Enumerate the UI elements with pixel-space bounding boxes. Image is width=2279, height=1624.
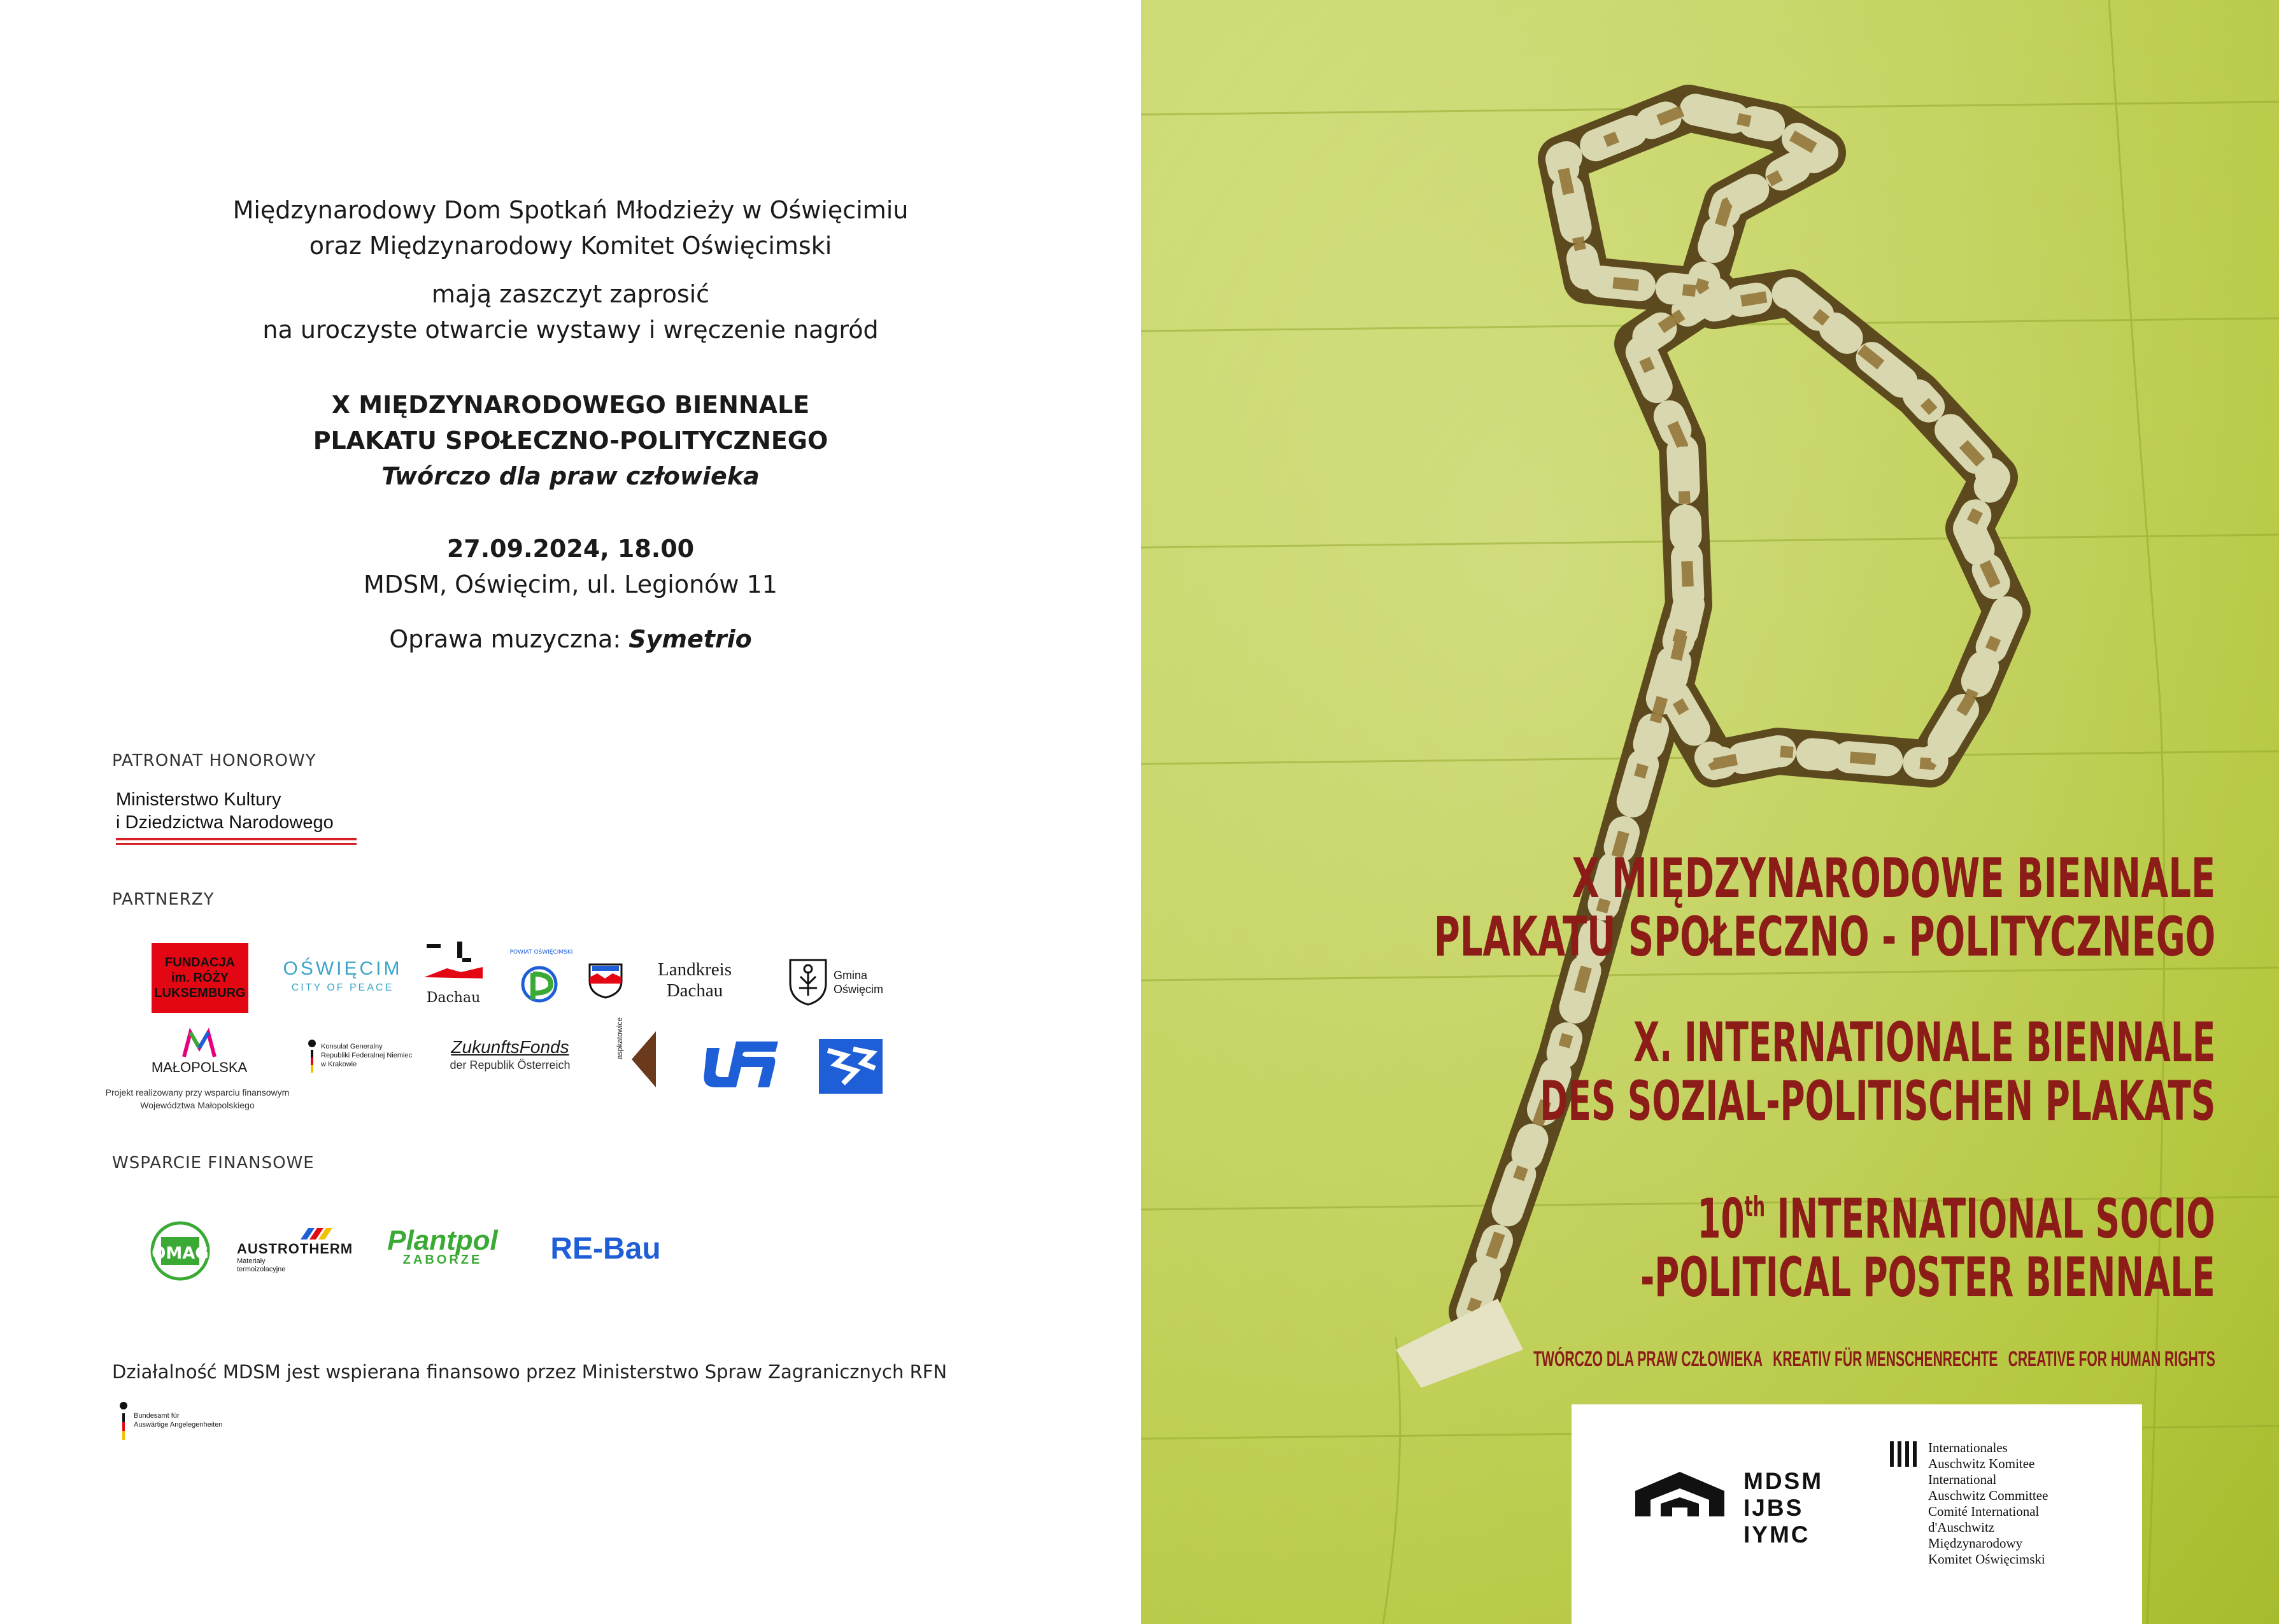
fundacja-line: LUKSEMBURG (154, 986, 246, 1000)
event-details (0, 531, 1141, 602)
partners-heading: PARTNERZY (112, 890, 215, 909)
plantpol-logo (376, 1222, 509, 1272)
plantpol-wordmark: Plantpol (387, 1225, 498, 1256)
powiat-emblem-icon (509, 947, 573, 1008)
event-subtitle: Twórczo dla praw człowieka (381, 462, 760, 490)
poster-title-en (1640, 1178, 2215, 1310)
asp-label: aspkatowice (615, 1017, 624, 1059)
event-datetime: 27.09.2024, 18.00 (446, 535, 695, 563)
support-text: Działalność MDSM jest wspierana finansowo przez Ministerstwo Spraw Zagranicznych RFN (112, 1361, 948, 1383)
invite-block (0, 276, 1141, 348)
organizers-box (1572, 1404, 2142, 1624)
iak-name (1928, 1440, 2048, 1567)
mdsm-wordmark (1743, 1468, 1823, 1548)
malopolska-note (102, 1086, 293, 1112)
oswiecim-tagline: CITY OF PEACE (291, 982, 394, 993)
malopolska-logo (152, 1027, 247, 1077)
invite-line: na uroczyste otwarcie wystawy i wręczenie nagród (262, 316, 879, 344)
poster-title-line: -POLITICAL POSTER BIENNALE (1640, 1246, 2215, 1310)
austrotherm-logo (237, 1225, 351, 1276)
malopolska-note-line: Projekt realizowany przy wsparciu finansowym (105, 1087, 290, 1098)
landkreis-shield-icon (587, 962, 624, 999)
zukunftsfonds-sub: der Republik Österreich (450, 1059, 571, 1071)
ministry-line: Ministerstwo Kultury (116, 789, 281, 810)
title-line: X MIĘDZYNARODOWEGO BIENNALE (331, 391, 810, 419)
landkreis-label: Landkreis Dachau (658, 959, 732, 1001)
poster-page (1141, 0, 2279, 1624)
iak-line: Comité International (1928, 1504, 2040, 1519)
iak-line: International (1928, 1472, 1997, 1487)
funding-heading: WSPARCIE FINANSOWE (112, 1154, 315, 1173)
event-venue: MDSM, Oświęcim, ul. Legionów 11 (364, 570, 777, 598)
fundacja-line: im. RÓŻY (171, 971, 229, 985)
iak-line: Auschwitz Komitee (1928, 1456, 2035, 1471)
fundacja-line: FUNDACJA (165, 956, 235, 970)
konsulat-line: w Krakowie (321, 1061, 357, 1068)
iak-line: Auschwitz Committee (1928, 1488, 2048, 1503)
zukunftsfonds-wordmark: ZukunftsFonds (451, 1037, 569, 1057)
event-title (0, 387, 1141, 494)
poster-title-de (1540, 1013, 2215, 1131)
konsulat-logo (307, 1036, 428, 1075)
landkreis-dachau-logo (587, 960, 760, 1001)
oswiecim-wordmark: OŚWIĘCIM (283, 958, 402, 979)
iak-line: d'Auschwitz (1928, 1520, 1995, 1535)
poster-edition-suffix: th (1744, 1190, 1766, 1223)
omag-logo (149, 1220, 211, 1282)
blue-square-emblem-icon (818, 1038, 884, 1095)
omag-emblem-icon (150, 1220, 211, 1282)
poster-edition-number: 10 (1697, 1187, 1745, 1251)
mdsm-word: IYMC (1743, 1522, 1810, 1548)
iak-line: Internationales (1928, 1440, 2008, 1455)
malopolska-m-icon (180, 1029, 218, 1059)
tagline-pl: TWÓRCZO DLA PRAW CZŁOWIEKA (1533, 1347, 1763, 1371)
patronage-heading: PATRONAT HONOROWY (112, 751, 316, 770)
poster-title-line: X MIĘDZYNARODOWE BIENNALE (1572, 847, 2215, 910)
mdsm-house-icon (1629, 1465, 1731, 1520)
omag-label: OMAG (152, 1244, 209, 1263)
konsulat-line: Republiki Federalnej Niemiec (321, 1052, 413, 1059)
host-line: Międzynarodowy Dom Spotkań Młodzieży w Oświęcimiu (232, 196, 909, 224)
poster-title-line: X. INTERNATIONALE BIENNALE (1633, 1011, 2215, 1075)
gmina-crest-icon (788, 957, 828, 1007)
music-line (0, 621, 1141, 657)
mdsm-word: IJBS (1743, 1495, 1804, 1521)
powiat-logo (509, 947, 573, 1008)
austrotherm-sub: termoizolacyjne (237, 1266, 286, 1273)
austrotherm-stripes-icon (237, 1227, 332, 1241)
german-flag-bar-icon (307, 1038, 317, 1073)
gmina-line: Oświęcim (833, 983, 883, 996)
poster-title-pl (1433, 847, 2215, 969)
music-label: Oprawa muzyczna: (389, 625, 621, 653)
dachau-emblem-icon (422, 939, 485, 990)
music-name: Symetrio (628, 625, 752, 653)
mdsm-word: MDSM (1743, 1468, 1824, 1494)
us-emblem-icon (700, 1035, 783, 1090)
poster-taglines (1523, 1347, 2215, 1372)
bundesamt-line: Auswärtige Angelegenheiten (134, 1421, 223, 1429)
tagline-en: CREATIVE FOR HUMAN RIGHTS (2008, 1347, 2215, 1371)
iak-line: Międzynarodowy (1928, 1536, 2023, 1551)
zukunftsfonds-logo (443, 1034, 577, 1078)
malopolska-note-line: Województwa Małopolskiego (140, 1100, 255, 1110)
poster-artwork (1141, 0, 2279, 1624)
dachau-label: Dachau (426, 989, 481, 1006)
poster-title-line: DES SOZIAL-POLITISCHEN PLAKATS (1540, 1070, 2215, 1133)
gmina-line: Gmina (833, 969, 867, 982)
asp-katowice-logo (613, 1017, 661, 1091)
ministry-red-bar (116, 843, 357, 845)
invite-line: mają zaszczyt zaprosić (431, 280, 710, 308)
dachau-logo (420, 931, 486, 1013)
bundesamt-line: Bundesamt für (134, 1412, 180, 1420)
austrotherm-sub: Materiały (237, 1257, 266, 1265)
malopolska-label: MAŁOPOLSKA (151, 1059, 248, 1075)
title-line: PLAKATU SPOŁECZNO-POLITYCZNEGO (313, 427, 828, 455)
university-logo (700, 1034, 783, 1091)
ministry-line: i Dziedzictwa Narodowego (116, 812, 334, 833)
partner-square-logo (816, 1038, 885, 1095)
ministry-logo (116, 788, 357, 845)
poster-title-line: INTERNATIONAL SOCIO (1765, 1187, 2215, 1251)
iak-bars-icon (1889, 1440, 1920, 1468)
bundesamt-logo (118, 1398, 259, 1443)
poster-title-line: PLAKATU SPOŁECZNO - POLITYCZNEGO (1433, 905, 2215, 969)
german-flag-bar-icon (118, 1401, 129, 1440)
asp-arrow-icon (625, 1029, 661, 1090)
plantpol-sub: ZABORZE (402, 1253, 483, 1267)
gmina-oswiecim-logo (778, 955, 893, 1010)
powiat-label: POWIAT OŚWIĘCIMSKI (509, 949, 573, 956)
host-line: oraz Międzynarodowy Komitet Oświęcimski (309, 232, 832, 260)
rebau-logo: RE-Bau (550, 1231, 661, 1266)
oswiecim-logo (274, 959, 411, 998)
host-block (0, 192, 1141, 264)
ministry-red-bar (116, 838, 357, 840)
iak-line: Komitet Oświęcimski (1928, 1551, 2045, 1567)
konsulat-line: Konsulat Generalny (321, 1043, 383, 1050)
tagline-de: KREATIV FÜR MENSCHENRECHTE (1773, 1347, 1998, 1371)
fundacja-logo (152, 943, 248, 1013)
austrotherm-wordmark: AUSTROTHERM (237, 1241, 353, 1257)
